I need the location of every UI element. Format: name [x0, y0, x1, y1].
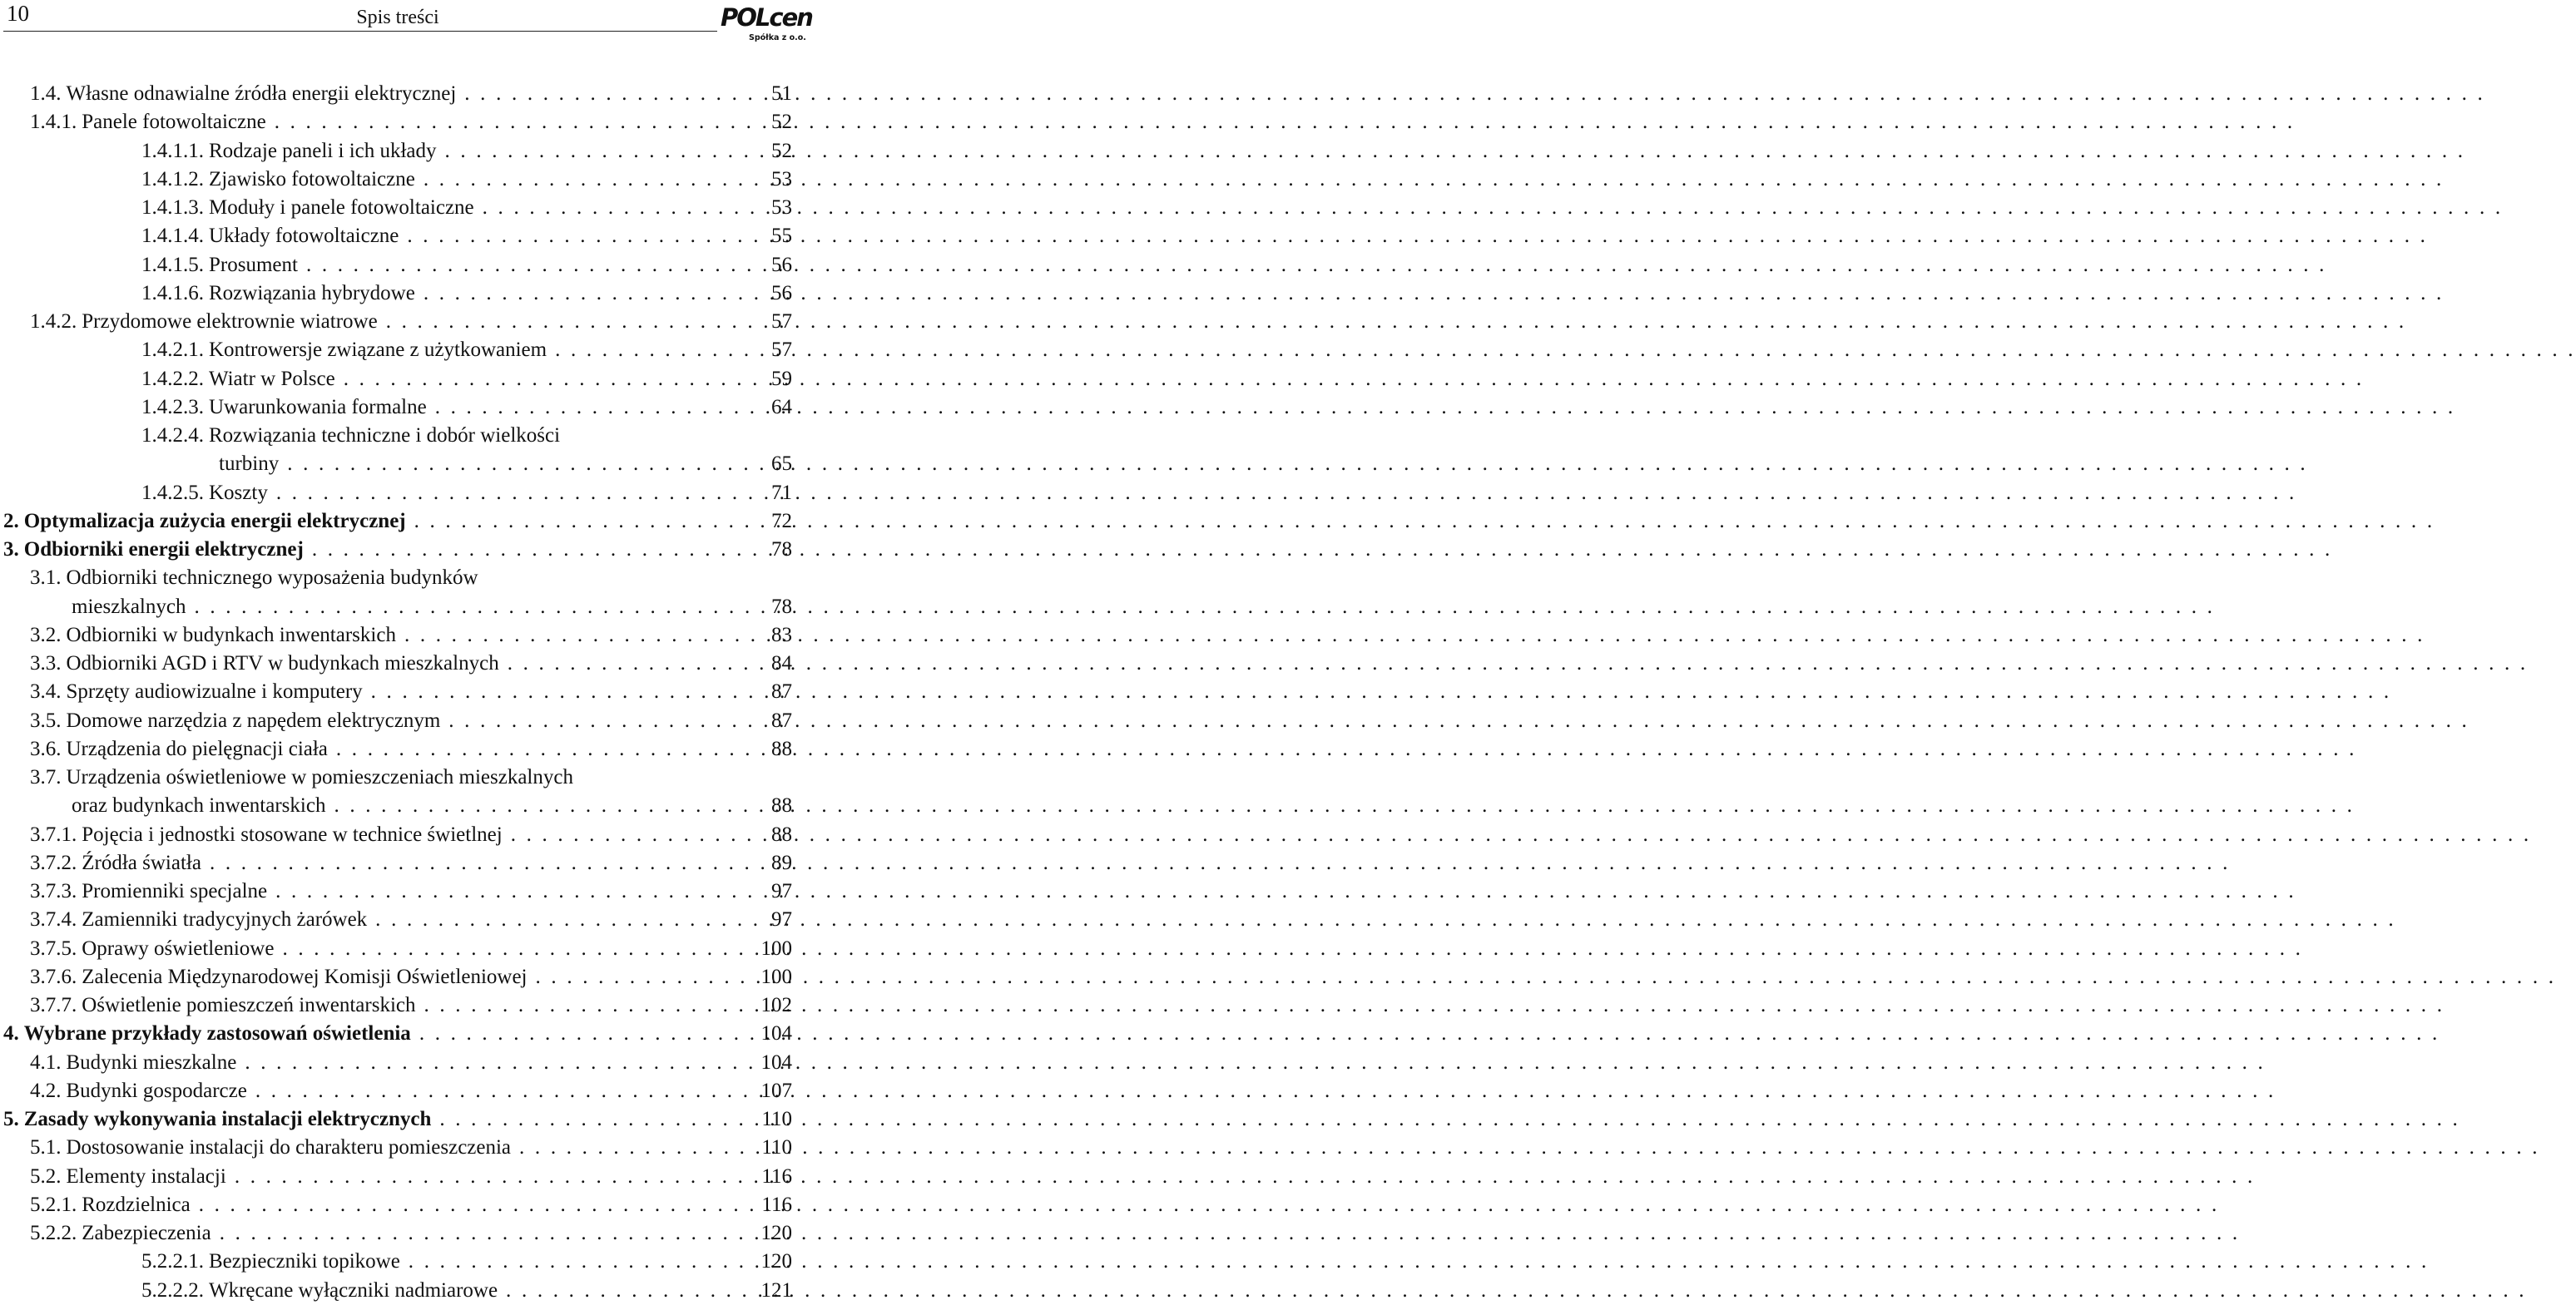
toc-entry-title: Domowe narzędzia z napędem elektrycznym: [66, 709, 441, 732]
dot-leader: [424, 279, 2445, 308]
toc-entry-title: Przydomowe elektrownie wiatrowe: [82, 310, 378, 334]
dot-leader: [445, 137, 2466, 166]
logo-subtext: Spółka z o.o.: [749, 33, 806, 42]
toc-entry-page: 88: [771, 794, 792, 818]
toc-entry-number: 5.: [3, 1108, 19, 1131]
toc-entry-page: 72: [771, 509, 792, 532]
toc-entry[interactable]: [0, 1248, 799, 1276]
dot-leader: [375, 906, 2396, 934]
toc-entry-page: 116: [761, 1164, 792, 1188]
toc-entry-title: Sprzęty audiowizualne i komputery: [66, 680, 363, 704]
dot-leader: [220, 1219, 2241, 1248]
toc-entry-number: 3.5.: [30, 709, 62, 732]
toc-entry-page: 89: [771, 851, 792, 874]
toc-entry-number: 3.4.: [30, 680, 62, 704]
toc-entry[interactable]: [0, 650, 799, 678]
toc-entry-page: 52: [771, 139, 792, 162]
dot-leader: [555, 336, 2576, 364]
polcen-logo: [721, 3, 812, 45]
dot-leader: [386, 308, 2407, 336]
toc-entry[interactable]: [0, 137, 799, 166]
toc-entry-page: 53: [771, 196, 792, 220]
toc-entry-number: 1.4.1.2.: [141, 167, 204, 190]
dot-leader: [448, 707, 2469, 735]
toc-entry-page: 51: [771, 82, 792, 106]
toc-entry-page: 88: [771, 823, 792, 846]
toc-entry-number: 1.4.2.: [30, 310, 77, 334]
dot-leader: [424, 166, 2445, 194]
toc-entry-page: 97: [771, 908, 792, 932]
toc-entry-title: Rodzaje paneli i ich układy: [209, 139, 437, 162]
toc-entry[interactable]: [0, 1049, 799, 1077]
toc-entry-page: 71: [771, 481, 792, 504]
toc-entry-number: 1.4.1.1.: [141, 139, 204, 162]
toc-entry-number: 1.4.1.6.: [141, 281, 204, 304]
toc-entry-number: 4.1.: [30, 1050, 62, 1074]
dot-leader: [235, 1163, 2256, 1191]
toc-entry-number: 3.3.: [30, 652, 62, 675]
page-header: [0, 0, 812, 50]
toc-entry-title: mieszkalnych: [72, 595, 186, 618]
toc-entry[interactable]: [0, 479, 799, 507]
toc-entry-number: 3.7.6.: [30, 965, 77, 988]
toc-entry-page: 107: [760, 1079, 792, 1102]
toc-entry[interactable]: [0, 279, 799, 308]
toc-entry-title: Uwarunkowania formalne: [209, 395, 427, 418]
running-title: Spis treści: [356, 7, 439, 28]
toc-entry-number: 1.4.2.3.: [141, 395, 204, 418]
toc-entry[interactable]: [0, 764, 799, 792]
dot-leader: [409, 1248, 2430, 1276]
toc-entry-title: Panele fotowoltaiczne: [82, 111, 266, 134]
toc-entry[interactable]: [0, 963, 799, 991]
toc-entry-title: Własne odnawialne źródła energii elektrycznej: [66, 82, 457, 106]
toc-entry-number: 1.4.1.3.: [141, 196, 204, 220]
toc-entry[interactable]: [0, 336, 799, 364]
dot-leader: [506, 1277, 2527, 1305]
toc-entry-page: 110: [761, 1136, 792, 1159]
dot-leader: [407, 222, 2428, 250]
toc-entry[interactable]: [0, 991, 799, 1020]
toc-entry-page: 102: [760, 994, 792, 1017]
toc-entry-title: Rozwiązania techniczne i dobór wielkości: [209, 424, 561, 447]
toc-entry-number: 5.2.2.1.: [141, 1250, 204, 1273]
toc-entry[interactable]: [0, 935, 799, 963]
toc-entry-title: Zamienniki tradycyjnych żarówek: [82, 908, 368, 932]
toc-entry[interactable]: [0, 1191, 799, 1219]
toc-entry-page: 97: [771, 880, 792, 903]
dot-leader: [336, 735, 2357, 764]
toc-entry-title: Kontrowersje związane z użytkowaniem: [209, 339, 547, 362]
toc-entry-number: 5.2.2.2.: [141, 1278, 204, 1302]
toc-entry-number: 1.4.: [30, 82, 62, 106]
toc-entry-title: Oprawy oświetleniowe: [82, 937, 275, 960]
dot-leader: [334, 792, 2355, 820]
toc-entry[interactable]: [0, 564, 799, 592]
toc-entry-page: 56: [771, 281, 792, 304]
toc-entry-title: Zasady wykonywania instalacji elektrycznych: [23, 1108, 432, 1131]
toc-entry-number: 4.: [3, 1022, 19, 1046]
toc-entry-page: 87: [771, 680, 792, 704]
toc-entry-page: 104: [760, 1050, 792, 1074]
toc-entry-number: 1.4.2.1.: [141, 339, 204, 362]
toc-entry-page: 53: [771, 167, 792, 190]
dot-leader: [210, 849, 2231, 877]
toc-entry[interactable]: [0, 621, 799, 650]
dot-leader: [306, 251, 2327, 279]
toc-entry-page: 121: [760, 1278, 792, 1302]
dot-leader: [508, 650, 2529, 678]
table-of-contents: [0, 80, 799, 1305]
dot-leader: [282, 935, 2303, 963]
toc-entry[interactable]: [0, 707, 799, 735]
toc-entry-page: 64: [771, 395, 792, 418]
toc-entry-page: 110: [761, 1108, 792, 1131]
toc-entry[interactable]: [0, 1020, 799, 1048]
toc-entry-title: Odbiorniki AGD i RTV w budynkach mieszkalnych: [66, 652, 499, 675]
toc-entry-title: Wiatr w Polsce: [209, 367, 335, 390]
toc-entry[interactable]: [0, 365, 799, 393]
dot-leader: [424, 991, 2445, 1020]
toc-entry-page: 55: [771, 225, 792, 248]
dot-leader: [536, 963, 2557, 991]
logo-mark: POLcen: [721, 3, 812, 32]
toc-entry-number: 1.4.2.5.: [141, 481, 204, 504]
toc-entry-page: 100: [760, 937, 792, 960]
toc-entry[interactable]: [0, 1105, 799, 1134]
dot-leader: [519, 1134, 2540, 1162]
toc-entry[interactable]: [0, 194, 799, 222]
toc-entry-number: 3.7.4.: [30, 908, 77, 932]
toc-entry[interactable]: [0, 1219, 799, 1248]
toc-entry[interactable]: [0, 222, 799, 250]
toc-entry-title: Zjawisko fotowoltaiczne: [209, 167, 415, 190]
toc-entry-title: Odbiorniki technicznego wyposażenia budynków: [66, 566, 478, 590]
toc-entry-number: 1.4.1.5.: [141, 253, 204, 276]
toc-entry-title: Moduły i panele fotowoltaiczne: [209, 196, 474, 220]
toc-entry[interactable]: [0, 735, 799, 764]
toc-entry-page: 52: [771, 111, 792, 134]
toc-entry-page: 57: [771, 310, 792, 334]
toc-entry-page: 57: [771, 339, 792, 362]
toc-entry-title: Układy fotowoltaiczne: [209, 225, 399, 248]
toc-entry-number: 3.7.7.: [30, 994, 77, 1017]
toc-entry-number: 5.1.: [30, 1136, 62, 1159]
toc-entry-title: Optymalizacja zużycia energii elektrycznej: [23, 509, 406, 532]
toc-entry-number: 3.7.3.: [30, 880, 77, 903]
dot-leader: [199, 1191, 2220, 1219]
dot-leader: [287, 450, 2308, 478]
toc-entry-number: 1.4.1.: [30, 111, 77, 134]
toc-entry[interactable]: [0, 166, 799, 194]
toc-entry-title: Źródła światła: [82, 851, 201, 874]
page-number: 10: [7, 1, 29, 26]
toc-entry-number: 5.2.2.: [30, 1222, 77, 1245]
dot-leader: [275, 108, 2296, 136]
toc-entry-title: Rozwiązania hybrydowe: [209, 281, 415, 304]
dot-leader: [414, 507, 2435, 536]
dot-leader: [435, 393, 2456, 422]
dot-leader: [255, 1077, 2276, 1105]
toc-entry-number: 1.4.1.4.: [141, 225, 204, 248]
toc-entry-number: 3.1.: [30, 566, 62, 590]
toc-entry-number: 5.2.: [30, 1164, 62, 1188]
toc-entry-title: Dostosowanie instalacji do charakteru pomieszczenia: [66, 1136, 512, 1159]
toc-entry[interactable]: [0, 507, 799, 536]
toc-entry-title: Oświetlenie pomieszczeń inwentarskich: [82, 994, 416, 1017]
toc-entry-number: 1.4.2.2.: [141, 367, 204, 390]
toc-entry[interactable]: [0, 1077, 799, 1105]
toc-entry-title: Bezpieczniki topikowe: [209, 1250, 400, 1273]
toc-entry[interactable]: [0, 422, 799, 450]
toc-entry[interactable]: [0, 251, 799, 279]
toc-entry-page: 116: [761, 1193, 792, 1216]
toc-entry[interactable]: [0, 393, 799, 422]
toc-entry[interactable]: [0, 678, 799, 706]
toc-entry-page: 87: [771, 709, 792, 732]
dot-leader: [404, 621, 2425, 650]
toc-entry[interactable]: [0, 308, 799, 336]
toc-entry-title: turbiny: [219, 452, 280, 476]
toc-entry-number: 3.2.: [30, 623, 62, 646]
toc-entry[interactable]: [0, 1134, 799, 1162]
dot-leader: [439, 1105, 2460, 1134]
dot-leader: [371, 678, 2392, 706]
dot-leader: [194, 593, 2215, 621]
toc-entry-title: Promienniki specjalne: [82, 880, 268, 903]
toc-entry-page: 84: [771, 652, 792, 675]
toc-entry-page: 120: [760, 1250, 792, 1273]
toc-entry[interactable]: [0, 877, 799, 906]
toc-entry-page: 56: [771, 253, 792, 276]
dot-leader: [276, 479, 2297, 507]
toc-entry-number: 3.7.5.: [30, 937, 77, 960]
toc-entry-title: Odbiorniki w budynkach inwentarskich: [66, 623, 396, 646]
dot-leader: [245, 1049, 2266, 1077]
toc-entry[interactable]: [0, 450, 799, 478]
toc-entry-title: Odbiorniki energii elektrycznej: [23, 538, 304, 561]
toc-entry-title: Wybrane przykłady zastosowań oświetlenia: [23, 1022, 411, 1046]
toc-entry-number: 3.7.: [30, 766, 62, 789]
toc-entry[interactable]: [0, 849, 799, 877]
toc-entry-page: 88: [771, 737, 792, 760]
toc-entry-page: 78: [771, 595, 792, 618]
dot-leader: [419, 1020, 2440, 1048]
toc-entry-number: 2.: [3, 509, 19, 532]
toc-entry-title: Rozdzielnica: [82, 1193, 191, 1216]
toc-entry-title: Pojęcia i jednostki stosowane w technice świetlnej: [82, 823, 503, 846]
toc-entry-page: 120: [760, 1222, 792, 1245]
toc-entry[interactable]: [0, 536, 799, 564]
toc-entry-title: Zalecenia Międzynarodowej Komisji Oświetleniowej: [82, 965, 528, 988]
toc-entry-page: 83: [771, 623, 792, 646]
toc-entry-page: 78: [771, 538, 792, 561]
toc-entry-title: Budynki gospodarcze: [66, 1079, 247, 1102]
toc-entry-title: Urządzenia oświetleniowe w pomieszczeniach mieszkalnych: [66, 766, 573, 789]
toc-entry-title: Zabezpieczenia: [82, 1222, 211, 1245]
toc-entry-number: 3.7.1.: [30, 823, 77, 846]
dot-leader: [344, 365, 2365, 393]
toc-entry[interactable]: [0, 792, 799, 820]
dot-leader: [511, 821, 2532, 849]
toc-entry-title: Koszty: [209, 481, 268, 504]
toc-entry[interactable]: [0, 906, 799, 934]
toc-entry-number: 1.4.2.4.: [141, 424, 204, 447]
toc-entry-number: 4.2.: [30, 1079, 62, 1102]
header-rule: [3, 31, 717, 32]
toc-entry-title: Elementy instalacji: [66, 1164, 226, 1188]
toc-entry-number: 3.7.2.: [30, 851, 77, 874]
toc-entry[interactable]: [0, 593, 799, 621]
toc-entry-title: Prosument: [209, 253, 298, 276]
toc-entry-title: Budynki mieszkalne: [66, 1050, 237, 1074]
dot-leader: [275, 877, 2296, 906]
toc-entry-number: 3.: [3, 538, 19, 561]
toc-entry[interactable]: [0, 1163, 799, 1191]
toc-entry[interactable]: [0, 108, 799, 136]
dot-leader: [312, 536, 2333, 564]
toc-entry-page: 104: [760, 1022, 792, 1046]
toc-entry-title: Urządzenia do pielęgnacji ciała: [66, 737, 328, 760]
toc-entry-number: 5.2.1.: [30, 1193, 77, 1216]
toc-entry-page: 65: [771, 452, 792, 476]
toc-entry-title: Wkręcane wyłączniki nadmiarowe: [209, 1278, 498, 1302]
toc-entry[interactable]: [0, 80, 799, 108]
toc-entry[interactable]: [0, 1277, 799, 1305]
toc-entry-title: oraz budynkach inwentarskich: [72, 794, 326, 818]
toc-entry[interactable]: [0, 821, 799, 849]
toc-entry-page: 59: [771, 367, 792, 390]
toc-entry-number: 3.6.: [30, 737, 62, 760]
toc-entry-page: 100: [760, 965, 792, 988]
